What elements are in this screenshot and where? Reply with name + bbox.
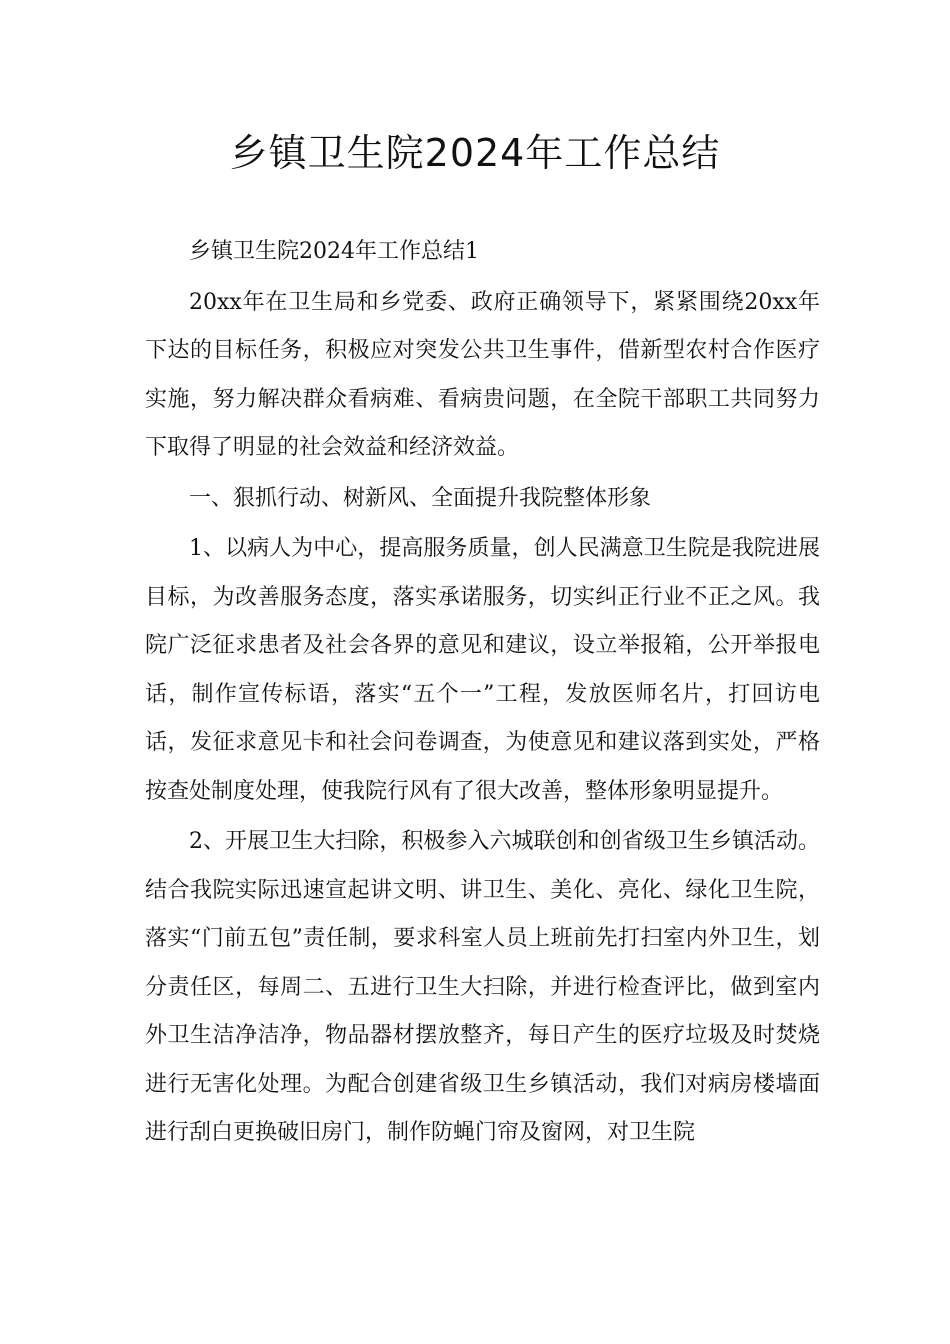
section-heading-1: 一、狠抓行动、树新风、全面提升我院整体形象 (189, 485, 652, 511)
paragraph-intro: 20xx年在卫生局和乡党委、政府正确领导下，紧紧围绕20xx年下达的目标任务，积极应对突发公共卫生事件，借新型农村合作医疗实施，努力解决群众看病难、看病贵问题，在全院干部职工共同努力下取得了明显的社会效益和经济效益。 (145, 289, 820, 460)
paragraph-item-1: 1、以病人为中心，提高服务质量，创人民满意卫生院是我院进展目标，为改善服务态度，落实承诺服务，切实纠正行业不正之风。我院广泛征求患者及社会各界的意见和建议，设立举报箱，公开举报电话，制作宣传标语，落实“五个一”工程，发放医师名片，打回访电话，发征求意见卡和社会问卷调查，为使意见和建议落到实处，严格按查处制度处理，使我院行风有了很大改善，整体形象明显提升。 (145, 536, 820, 804)
document-title: 乡镇卫生院2024年工作总结 (229, 131, 721, 175)
document-body (145, 228, 820, 1158)
paragraph-item-2: 2、开展卫生大扫除，积极参入六城联创和创省级卫生乡镇活动。结合我院实际迅速宣起讲文明、讲卫生、美化、亮化、绿化卫生院，落实“门前五包”责任制，要求科室人员上班前先打扫室内外卫生，划分责任区，每周二、五进行卫生大扫除，并进行检查评比，做到室内外卫生洁净洁净，物品器材摆放整齐，每日产生的医疗垃圾及时焚烧进行无害化处理。为配合创建省级卫生乡镇活动，我们对病房楼墙面进行刮白更换破旧房门，制作防蝇门帘及窗网，对卫生院 (145, 829, 820, 1145)
section-subtitle: 乡镇卫生院2024年工作总结1 (189, 239, 479, 264)
